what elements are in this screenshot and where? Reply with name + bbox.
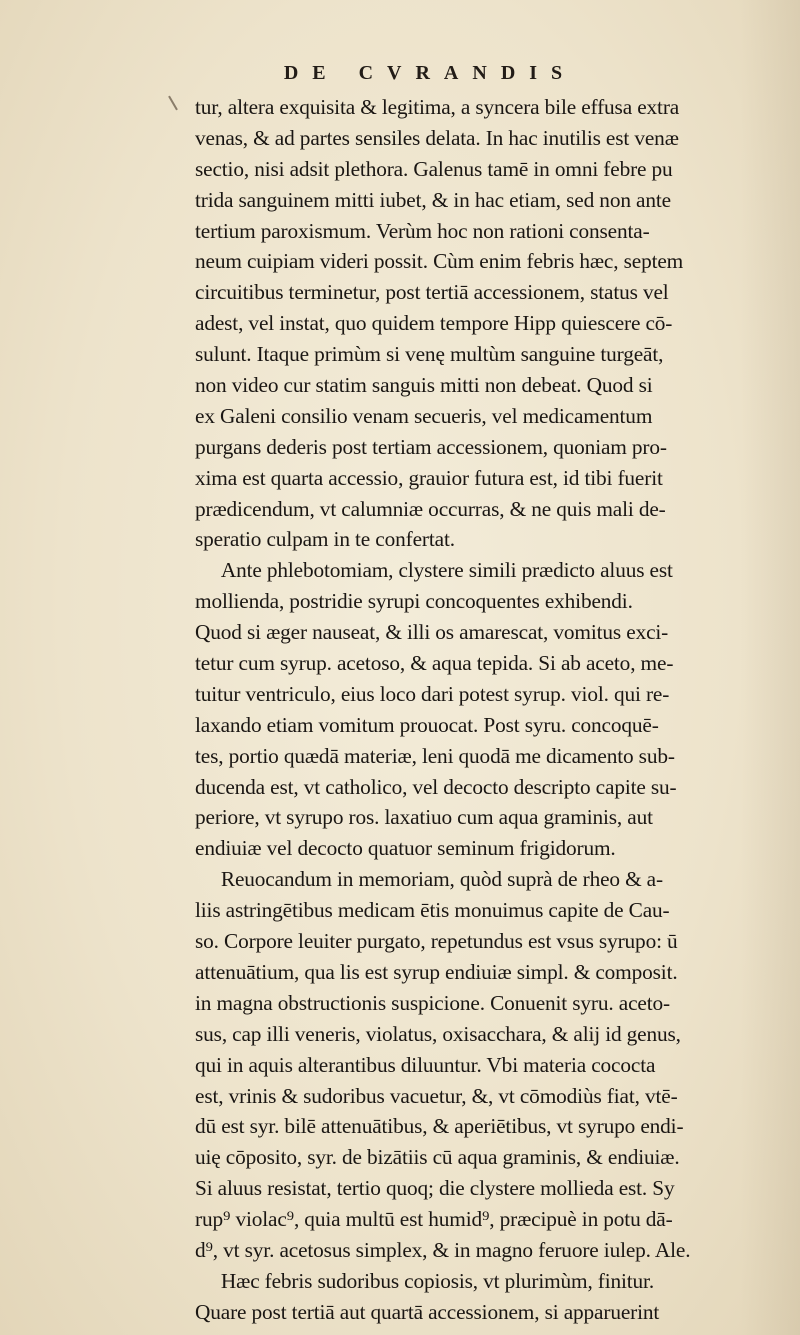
- text-line: so. Corpore leuiter purgato, repetundus est vsus syrupo: ū: [195, 929, 678, 954]
- text-line: tes, portio quædā materiæ, leni quodā me dicamento sub-: [195, 743, 675, 768]
- text-line: sus, cap illi veneris, violatus, oxisacchara, & alij id genus,: [195, 1021, 681, 1046]
- text-line: Quod si æger nauseat, & illi os amarescat, vomitus exci-: [195, 620, 669, 645]
- text-line: uię cōposito, syr. de bizātiis cū aqua graminis, & endiuiæ.: [195, 1145, 680, 1170]
- text-line: tuitur ventriculo, eius loco dari potest syrup. viol. qui re-: [195, 681, 670, 706]
- text-line: in magna obstructionis suspicione. Conuenit syru. aceto-: [195, 990, 670, 1015]
- text-line: venas, & ad partes sensiles delata. In hac inutilis est venæ: [195, 125, 679, 150]
- text-line: tur, altera exquisita & legitima, a syncera bile effusa extra: [195, 95, 680, 119]
- text-line: periore, vt syrupo ros. laxatiuo cum aqua graminis, aut: [195, 805, 653, 830]
- text-line: xima est quarta accessio, grauior futura est, id tibi fuerit: [195, 465, 663, 490]
- text-block: [195, 92, 775, 1328]
- text-line: circuitibus terminetur, post tertiā accessionem, status vel: [195, 280, 669, 305]
- text-line: Hæc febris sudoribus copiosis, vt plurimùm, finitur.: [220, 1268, 655, 1293]
- text-line: ducenda est, vt catholico, vel decocto descripto capite su-: [195, 774, 677, 799]
- text-line: qui in aquis alterantibus diluuntur. Vbi materia cococta: [195, 1052, 656, 1077]
- text-line: d⁹, vt syr. acetosus simplex, & in magno feruore iulep. Ale.: [195, 1237, 691, 1262]
- text-line: neum cuipiam videri possit. Cùm enim febris hæc, septem: [195, 249, 684, 274]
- text-line: Ante phlebotomiam, clystere simili prædicto aluus est: [220, 558, 673, 583]
- text-line: est, vrinis & sudoribus vacuetur, &, vt cōmodiùs fiat, vtē-: [195, 1083, 678, 1108]
- text-line: dū est syr. bilē attenuātibus, & aperiētibus, vt syrupo endi-: [195, 1114, 684, 1139]
- text-line: trida sanguinem mitti iubet, & in hac etiam, sed non ante: [195, 187, 671, 212]
- text-line: ex Galeni consilio venam secueris, vel medicamentum: [195, 403, 653, 428]
- text-line: rup⁹ violac⁹, quia multū est humid⁹, præcipuè in potu dā-: [195, 1207, 673, 1232]
- text-line: Reuocandum in memoriam, quòd suprà de rheo & a-: [220, 867, 663, 892]
- text-line: speratio culpam in te confertat.: [195, 527, 455, 552]
- text-line: Quare post tertiā aut quartā accessionem, si apparuerint: [195, 1299, 660, 1324]
- text-line: liis astringētibus medicam ētis monuimus capite de Cau-: [195, 898, 670, 923]
- text-line: laxando etiam vomitum prouocat. Post syru. concoquē-: [195, 712, 659, 737]
- text-line: purgans dederis post tertiam accessionem, quoniam pro-: [195, 434, 667, 459]
- text-line: tetur cum syrup. acetoso, & aqua tepida. Si ab aceto, me-: [195, 651, 674, 676]
- text-line: adest, vel instat, quo quidem tempore Hipp quiescere cō-: [195, 311, 673, 336]
- text-line: non video cur statim sanguis mitti non debeat. Quod si: [195, 373, 653, 398]
- text-line: tertium paroxismum. Verùm hoc non rationi consenta-: [195, 218, 650, 243]
- text-line: endiuiæ vel decocto quatuor seminum frigidorum.: [195, 836, 616, 861]
- text-line: mollienda, postridie syrupi concoquentes exhibendi.: [195, 589, 633, 614]
- text-line: sulunt. Itaque primùm si venę multùm sanguine turgeāt,: [195, 342, 664, 367]
- text-line: sectio, nisi adsit plethora. Galenus tamē in omni febre pu: [195, 156, 673, 181]
- running-head: DE CVRANDIS: [283, 62, 577, 84]
- margin-mark: [168, 96, 178, 111]
- text-line: Si aluus resistat, tertio quoq; die clystere mollieda est. Sy: [195, 1176, 675, 1201]
- text-line: prædicendum, vt calumniæ occurras, & ne quis mali de-: [195, 496, 666, 521]
- text-line: attenuātium, qua lis est syrup endiuiæ simpl. & composit.: [195, 959, 678, 984]
